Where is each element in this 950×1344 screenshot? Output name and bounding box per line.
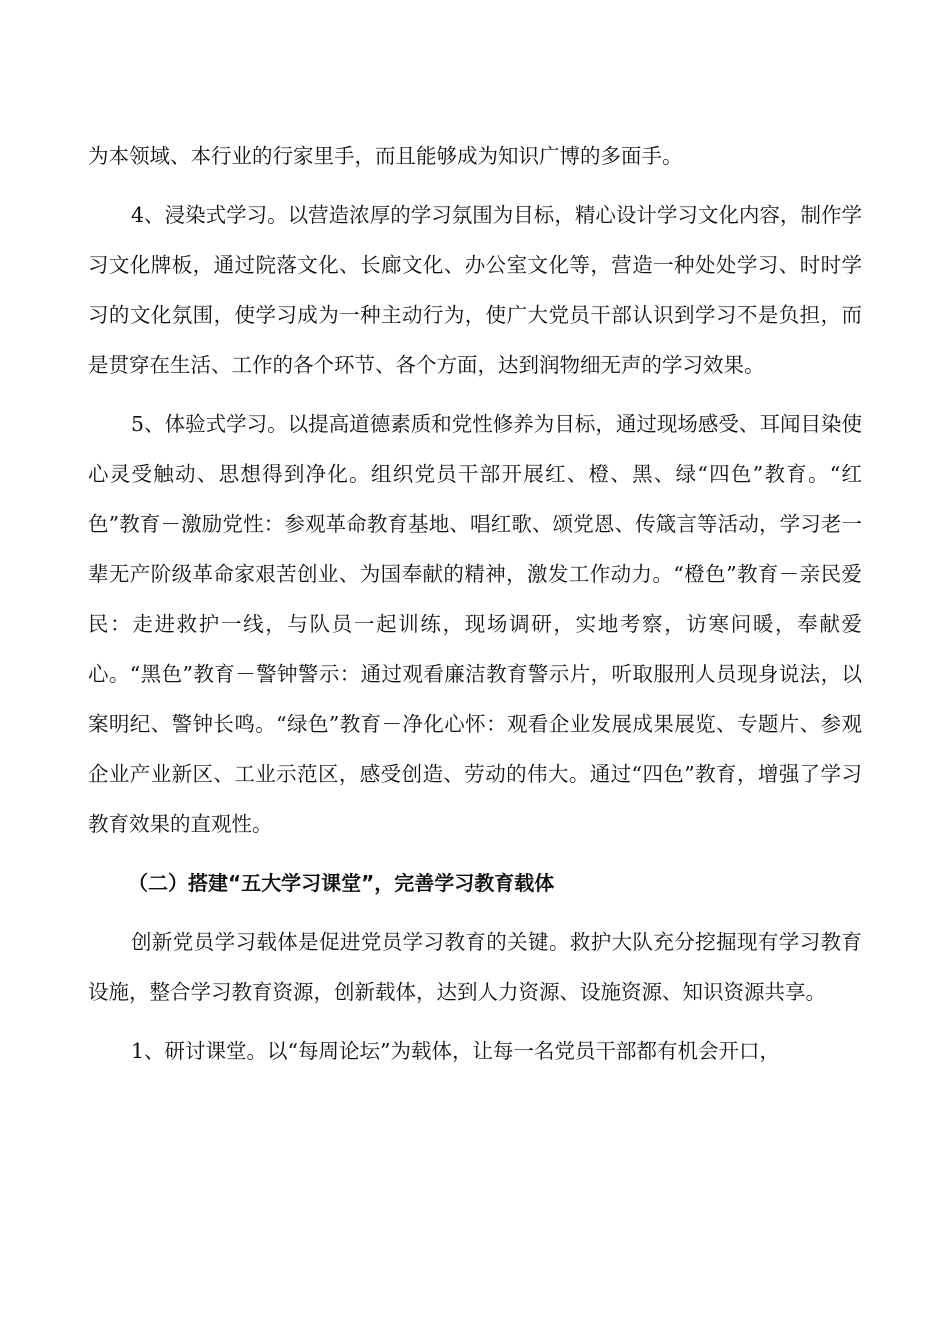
section-heading: （二）搭建“五大学习课堂”，完善学习教育载体 (128, 871, 555, 895)
paragraph-seminar-classroom: 1、研讨课堂。以“每周论坛”为载体，让每一名党员干部都有机会开口， (131, 1039, 781, 1063)
paragraph-experiential-learning: 5、体验式学习。以提高道德素质和党性修养为目标，通过现场感受、耳闻目染使心灵受触动、思想得到净化。组织党员干部开展红、橙、黑、绿“四色”教育。“红色”教育－激励党性：参观革命教育基地、唱红歌、颂党恩、传箴言等活动，学习老一辈无产阶级革命家艰苦创业、为国奉献的精神，激发工作动力。“橙色”教育－亲民爱民：走进救护一线，与队员一起训练，现场调研，实地考察，访寒问暖，奉献爱心。“黑色”教育－警钟警示：通过观看廉洁教育警示片，听取服刑人员现身说法，以案明纪、警钟长鸣。“绿色”教育－净化心怀：观看企业发展成果展览、专题片、参观企业产业新区、工业示范区，感受创造、劳动的伟大。通过“四色”教育，增强了学习教育效果的直观性。 (88, 412, 862, 836)
document-page (88, 131, 862, 1085)
paragraph-immersive-learning: 4、浸染式学习。以营造浓厚的学习氛围为目标，精心设计学习文化内容，制作学习文化牌板，通过院落文化、长廊文化、办公室文化等，营造一种处处学习、时时学习的文化氛围，使学习成为一种主动行为，使广大党员干部认识到学习不是负担，而是贯穿在生活、工作的各个环节、各个方面，达到润物细无声的学习效果。 (88, 203, 862, 377)
paragraph-continuation: 为本领域、本行业的行家里手，而且能够成为知识广博的多面手。 (88, 144, 683, 168)
paragraph-learning-carrier: 创新党员学习载体是促进党员学习教育的关键。救护大队充分挖掘现有学习教育设施，整合学习教育资源，创新载体，达到人力资源、设施资源、知识资源共享。 (88, 930, 862, 1004)
